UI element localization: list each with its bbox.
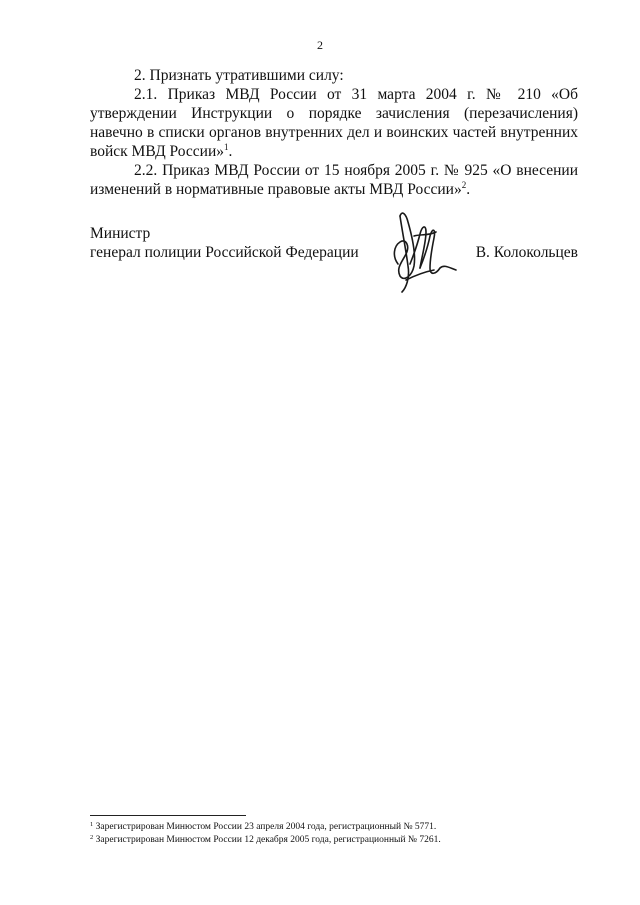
footnote-1-text: Зарегистрирован Минюстом России 23 апреля 2004 года, регистрационный № 5771.	[93, 822, 437, 832]
footnote-separator	[90, 815, 246, 816]
item-2-heading: 2. Признать утратившими силу:	[134, 67, 344, 84]
item-2-2-tail: .	[466, 181, 471, 198]
footnotes	[90, 821, 590, 847]
item-2-2-text: 2.2. Приказ МВД России от 15 ноября 2005 г. № 925 «О внесении изменений в нормативные правовые акты МВД России»	[90, 162, 578, 198]
signer-name: В. Колокольцев	[475, 244, 578, 261]
footnote-2-text: Зарегистрирован Минюстом России 12 декабря 2005 года, регистрационный № 7261.	[93, 835, 441, 845]
signer-position: Министр	[90, 225, 151, 242]
footnote-2-marker: 2	[90, 834, 94, 841]
item-2-1	[90, 85, 578, 161]
document-body	[90, 66, 578, 199]
handwritten-signature	[384, 206, 464, 296]
footnote-1-marker: 1	[90, 821, 94, 828]
footnote-1	[90, 821, 590, 834]
item-2-2	[90, 161, 578, 199]
signer-rank: генерал полиции Российской Федерации	[90, 244, 359, 261]
signature-block	[90, 224, 580, 294]
footnote-ref-1: 1	[224, 142, 229, 152]
item-2-1-text: 2.1. Приказ МВД России от 31 марта 2004 г. № 210 «Об утверждении Инструкции о порядке зачисления (перезачисления) навечно в списки органов внутренних дел и воинских частей внутренних войск МВД России»	[90, 86, 578, 160]
item-2-1-tail: .	[228, 143, 233, 160]
page-number: 2	[317, 38, 323, 52]
footnote-ref-2: 2	[461, 180, 467, 190]
footnote-2	[90, 834, 590, 847]
